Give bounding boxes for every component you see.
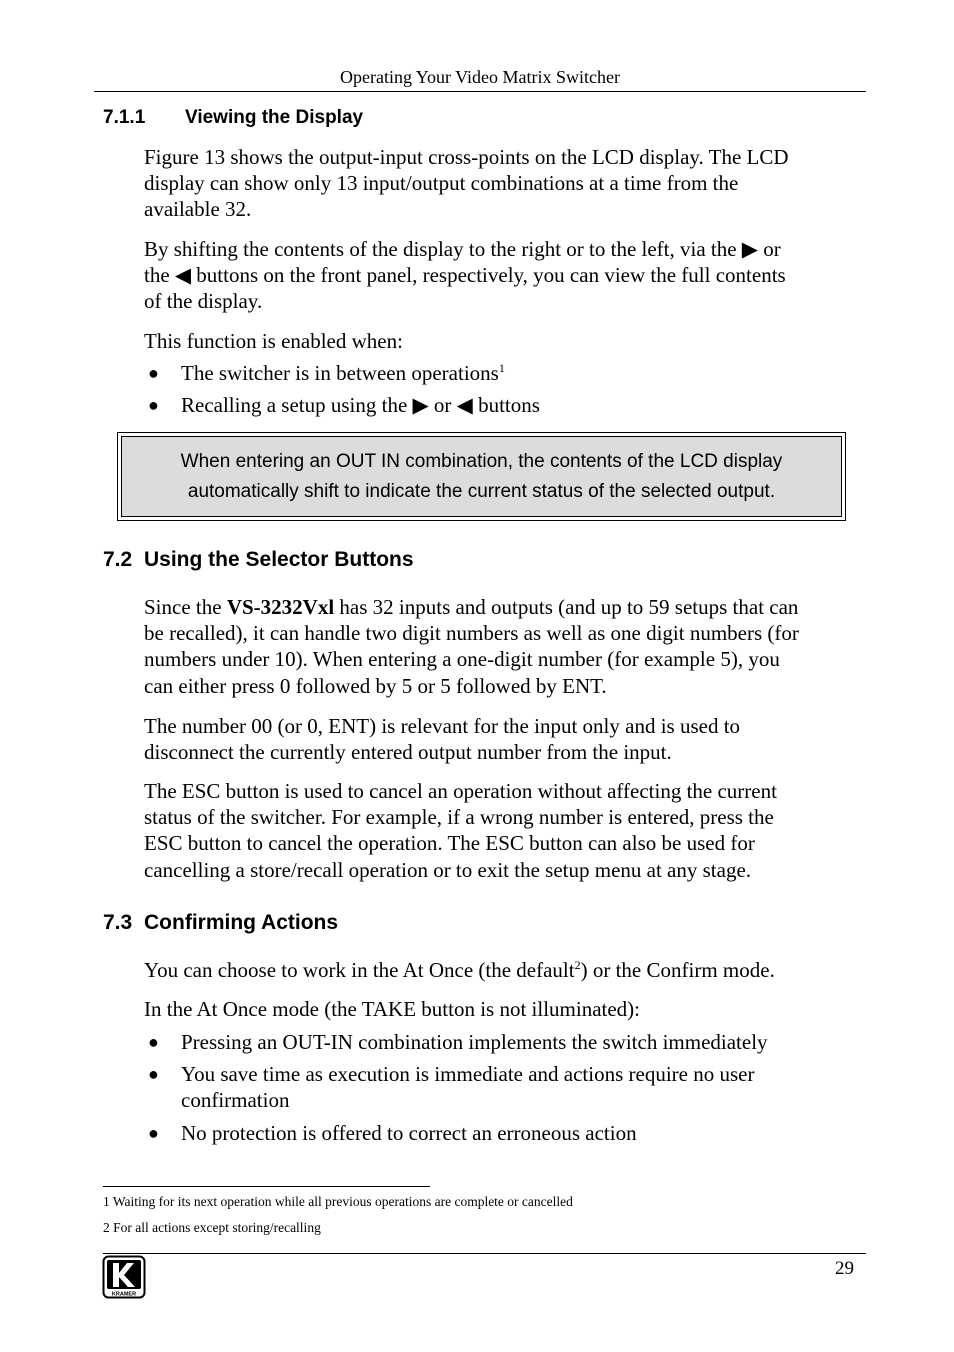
- bullet-text: confirmation: [181, 1088, 290, 1113]
- text-line: By shifting the contents of the display to the right or to the left, via the ▶ or: [144, 237, 781, 261]
- list-item: [144, 392, 856, 419]
- header-rule: [94, 91, 866, 92]
- bullet-text: The switcher is in between operations: [181, 361, 499, 385]
- model-name: VS-3232Vxl: [226, 595, 335, 619]
- text-run: Since the: [144, 595, 227, 619]
- bullet-icon: ●: [148, 1123, 159, 1143]
- bullet-text: Pressing an OUT-IN combination implements the switch immediately: [181, 1030, 768, 1054]
- paragraph-at-once-mode: In the At Once mode (the TAKE button is not illuminated):: [144, 997, 641, 1021]
- running-header: Operating Your Video Matrix Switcher: [339, 67, 621, 87]
- footnote-ref: 1: [498, 361, 505, 375]
- note-box: [117, 432, 846, 521]
- list-item: [144, 1120, 856, 1147]
- page-number: 29: [835, 1258, 854, 1279]
- section-7-1-1-heading: [103, 106, 363, 130]
- footnote-ref: 2: [574, 958, 581, 972]
- paragraph-esc-button: [144, 778, 856, 883]
- paragraph-at-once: [144, 957, 856, 983]
- note-line: When entering an OUT IN combination, the contents of the LCD display: [180, 450, 783, 472]
- bullet-icon: ●: [148, 1064, 159, 1084]
- list-item: [144, 1029, 856, 1056]
- text-run: ) or the Confirm mode.: [580, 958, 775, 982]
- text-line: ESC button to cancel the operation. The ESC button can also be used for: [144, 831, 755, 856]
- list-item: [144, 1061, 856, 1115]
- note-line: automatically shift to indicate the current status of the selected output.: [187, 480, 776, 502]
- text-line: cancelling a store/recall operation or to exit the setup menu at any stage.: [144, 857, 752, 882]
- section-title: Confirming Actions: [144, 911, 339, 934]
- section-number: 7.2: [103, 548, 133, 571]
- bullet-text: You save time as execution is immediate and actions require no user: [181, 1062, 755, 1086]
- svg-text:KRAMER: KRAMER: [111, 1291, 137, 1298]
- text-run: has 32 inputs and outputs (and up to 59 setups that can: [334, 595, 799, 619]
- footnote-2: 2 For all actions except storing/recalling: [103, 1220, 321, 1235]
- paragraph-shifting: [144, 236, 856, 315]
- bullet-icon: ●: [148, 363, 159, 383]
- text-line: The number 00 (or 0, ENT) is relevant for the input only and is used to: [144, 714, 741, 738]
- text-line: disconnect the currently entered output number from the input.: [144, 740, 672, 765]
- paragraph-enabled-when: This function is enabled when:: [144, 329, 403, 353]
- text-line: status of the switcher. For example, if a wrong number is entered, press the: [144, 805, 774, 830]
- section-title: Using the Selector Buttons: [144, 548, 414, 571]
- text-line: can either press 0 followed by 5 or 5 followed by ENT.: [144, 673, 607, 698]
- text-line: Figure 13 shows the output-input cross-points on the LCD display. The LCD: [144, 145, 789, 169]
- section-number: 7.3: [103, 911, 133, 934]
- text-line: available 32.: [144, 197, 252, 222]
- paragraph-number-00: [144, 713, 856, 765]
- footer-rule: [103, 1253, 866, 1254]
- kramer-logo-icon: [102, 1255, 146, 1299]
- text-line: the ◀ buttons on the front panel, respectively, you can view the full contents: [144, 263, 786, 288]
- section-7-3-heading: [103, 910, 338, 936]
- paragraph-selector-buttons: [144, 594, 856, 699]
- footnote-1: 1 Waiting for its next operation while all previous operations are complete or cancelled: [103, 1194, 573, 1209]
- section-number: 7.1.1: [103, 107, 146, 128]
- text-line: numbers under 10). When entering a one-digit number (for example 5), you: [144, 647, 780, 672]
- text-line: The ESC button is used to cancel an operation without affecting the current: [144, 779, 777, 803]
- bullet-icon: ●: [148, 395, 159, 415]
- paragraph-figure-13: [144, 144, 856, 223]
- bullet-icon: ●: [148, 1032, 159, 1052]
- text-run: You can choose to work in the At Once (the default: [144, 958, 575, 982]
- bullet-text: No protection is offered to correct an erroneous action: [181, 1121, 637, 1145]
- bullet-text: Recalling a setup using the ▶ or ◀ buttons: [181, 393, 540, 417]
- section-title: Viewing the Display: [185, 107, 364, 128]
- text-line: display can show only 13 input/output combinations at a time from the: [144, 171, 739, 196]
- section-7-2-heading: [103, 547, 414, 573]
- list-item: [144, 360, 856, 387]
- footnote-rule: [103, 1186, 430, 1187]
- text-line: of the display.: [144, 289, 263, 314]
- note-content: [121, 436, 842, 517]
- text-line: be recalled), it can handle two digit numbers as well as one digit numbers (for: [144, 621, 799, 646]
